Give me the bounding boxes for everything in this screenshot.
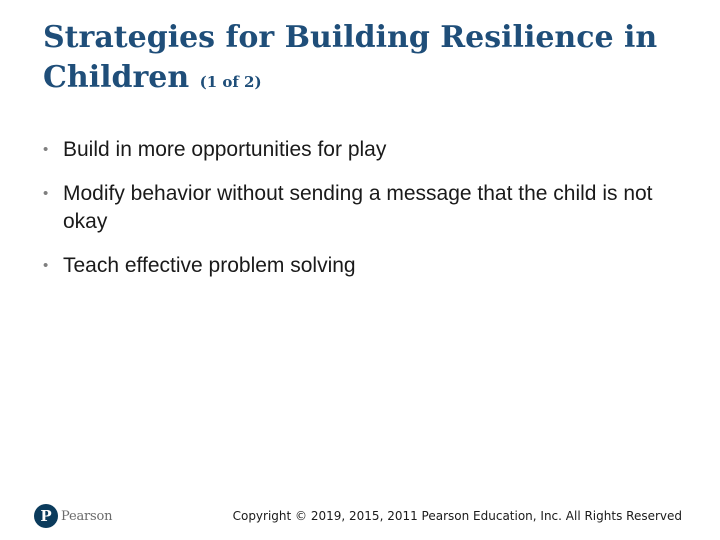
bullet-text: Teach effective problem solving bbox=[63, 254, 356, 277]
bullet-text: Modify behavior without sending a message that the child is not okay bbox=[63, 182, 653, 233]
slide-title-suffix: (1 of 2) bbox=[199, 73, 262, 91]
bullet-dot-icon: • bbox=[43, 185, 49, 202]
bullet-text: Build in more opportunities for play bbox=[63, 138, 387, 161]
pearson-logo bbox=[34, 504, 112, 528]
pearson-logo-text: Pearson bbox=[61, 508, 113, 524]
bullet-item bbox=[43, 180, 683, 236]
bullet-list bbox=[43, 136, 683, 296]
bullet-item bbox=[43, 252, 683, 280]
pearson-logo-icon: P bbox=[34, 504, 58, 528]
copyright-notice: Copyright © 2019, 2015, 2011 Pearson Education, Inc. All Rights Reserved bbox=[232, 509, 682, 523]
bullet-item bbox=[43, 136, 683, 164]
slide-title-main: Strategies for Building Resilience in Children bbox=[43, 20, 658, 95]
bullet-dot-icon: • bbox=[43, 257, 49, 274]
bullet-dot-icon: • bbox=[43, 141, 49, 158]
slide-title bbox=[43, 18, 683, 102]
